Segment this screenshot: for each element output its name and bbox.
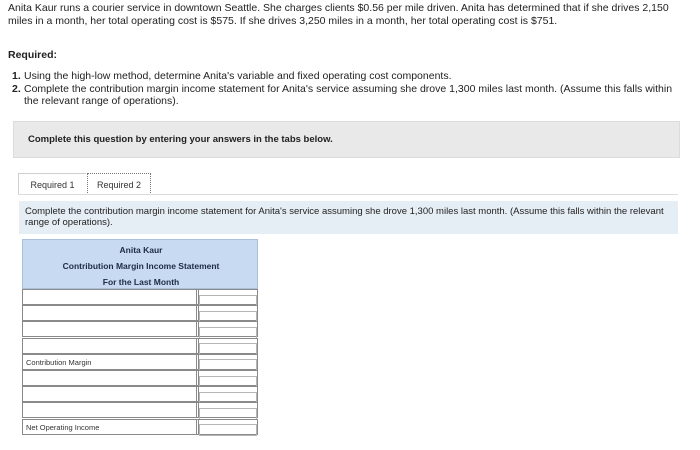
instructions-banner xyxy=(13,121,680,158)
row-label: Contribution Margin xyxy=(23,355,197,369)
row-label-cell[interactable] xyxy=(23,387,197,401)
row-label: Net Operating Income xyxy=(23,420,197,434)
requirement-number: 1. xyxy=(12,70,21,82)
statement-row xyxy=(22,370,258,386)
row-label-input[interactable] xyxy=(26,325,196,336)
requirement-number: 2. xyxy=(12,82,21,95)
row-label-cell[interactable] xyxy=(23,322,197,336)
row-value-cell[interactable] xyxy=(198,322,257,336)
row-label-input[interactable] xyxy=(26,309,196,320)
row-label-cell[interactable] xyxy=(23,403,197,417)
statement-company: Anita Kaur xyxy=(119,245,163,255)
statement-period: For the Last Month xyxy=(102,277,180,287)
requirement-1 xyxy=(12,70,677,83)
row-value-cell[interactable] xyxy=(198,355,257,369)
statement-row xyxy=(22,354,258,370)
row-value-cell[interactable] xyxy=(198,403,257,417)
row-value-cell[interactable] xyxy=(198,387,257,401)
statement-header xyxy=(22,239,258,289)
instructions-banner-text: Complete this question by entering your answers in the tabs below. xyxy=(28,134,333,145)
requirement-2 xyxy=(12,83,677,108)
statement-row xyxy=(22,321,258,337)
row-label-input[interactable] xyxy=(26,406,196,417)
requirements-list xyxy=(12,70,677,108)
statement-row xyxy=(22,386,258,402)
row-label-cell[interactable] xyxy=(23,306,197,320)
row-value-cell[interactable] xyxy=(198,290,257,304)
tab-instruction: Complete the contribution margin income statement for Anita's service assuming she drove 1,300 miles last month. (Assume this falls within the relevant range of operations). xyxy=(19,201,678,234)
tab-divider xyxy=(18,194,678,195)
row-label-cell[interactable] xyxy=(23,339,197,353)
tab-required-2[interactable]: Required 2 xyxy=(87,173,151,195)
statement-row xyxy=(22,289,258,305)
row-label-cell[interactable] xyxy=(23,290,197,304)
row-value-cell[interactable] xyxy=(198,420,257,434)
row-label-input[interactable] xyxy=(26,293,196,304)
row-label-input[interactable] xyxy=(26,342,196,353)
row-value-cell[interactable] xyxy=(198,306,257,320)
row-label-input[interactable] xyxy=(26,390,196,401)
tab-required-1[interactable]: Required 1 xyxy=(18,173,86,195)
row-value-cell[interactable] xyxy=(198,339,257,353)
statement-title: Contribution Margin Income Statement xyxy=(62,261,220,271)
statement-row xyxy=(22,338,258,354)
problem-text: Anita Kaur runs a courier service in downtown Seattle. She charges clients $0.56 per mile driven. Anita has determined that if she drives 2,150 miles in a month, her total operating cost is $575. If she drives 3,250 miles in a month, her total operating cost is $751. xyxy=(8,2,669,27)
row-label-input[interactable] xyxy=(26,374,196,385)
statement-row xyxy=(22,402,258,418)
row-amount-input[interactable] xyxy=(199,424,257,436)
statement-row xyxy=(22,305,258,321)
row-value-cell[interactable] xyxy=(198,371,257,385)
statement-row xyxy=(22,419,258,435)
row-label-cell[interactable] xyxy=(23,371,197,385)
requirement-text: Complete the contribution margin income statement for Anita's service assuming she drove 1,300 miles last month. (Assume this falls within the relevant range of operations). xyxy=(24,82,673,107)
requirement-text: Using the high-low method, determine Anita's variable and fixed operating cost components. xyxy=(24,70,452,82)
required-heading: Required: xyxy=(8,49,58,61)
